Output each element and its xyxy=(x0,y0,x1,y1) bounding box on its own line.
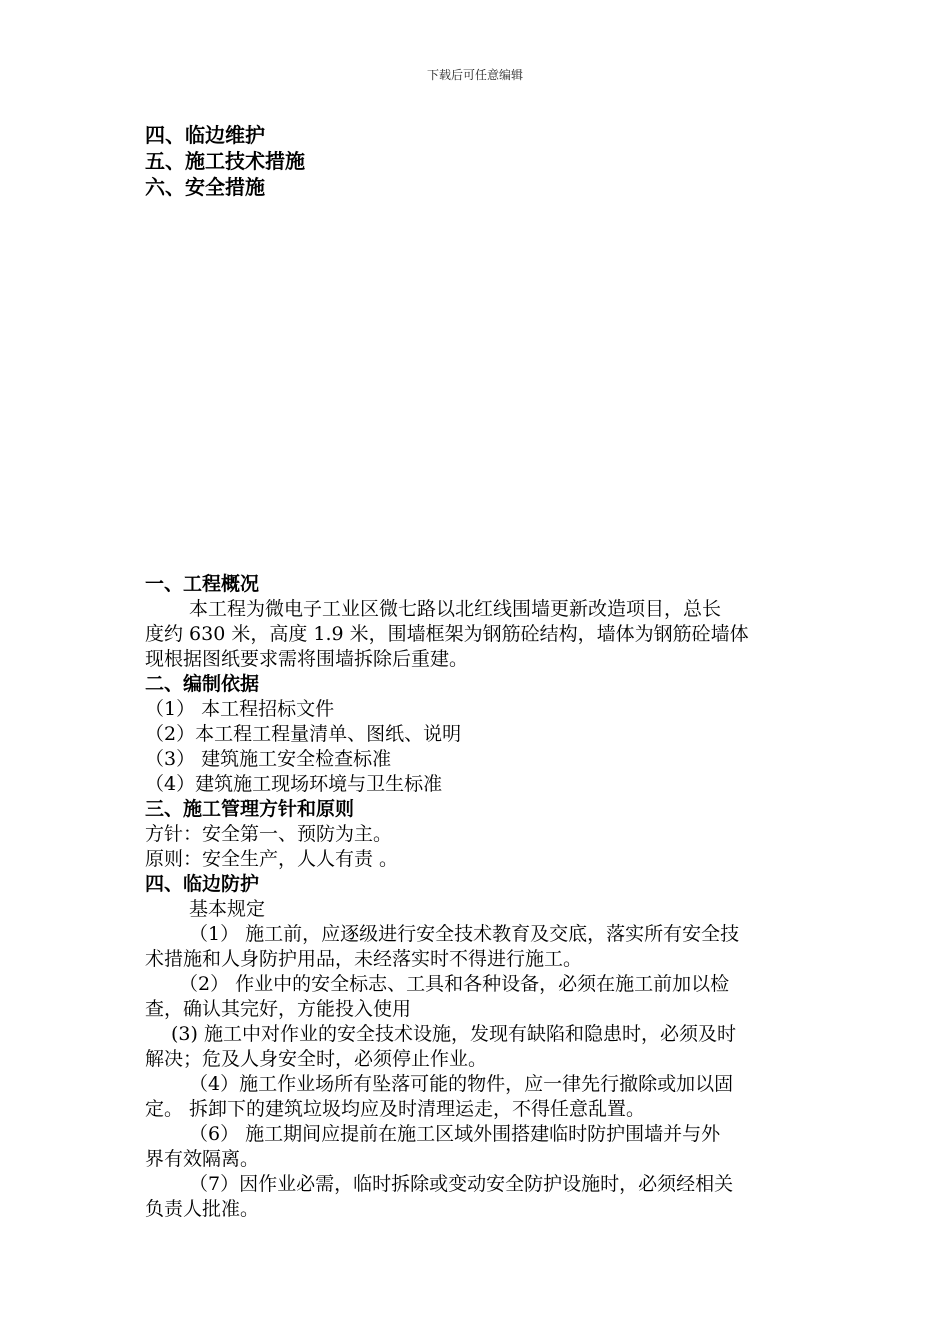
paragraph-line: 方针：安全第一、预防为主。 xyxy=(145,823,393,845)
toc-item: 四、临边维护 xyxy=(145,123,265,147)
section-title: 一、工程概况 xyxy=(145,573,260,595)
paragraph-line: 原则：安全生产，人人有责 。 xyxy=(145,848,399,870)
paragraph-line: 现根据图纸要求需将围墙拆除后重建。 xyxy=(145,648,469,670)
paragraph-line: 度约 630 米，高度 1.9 米，围墙框架为钢筋砼结构，墙体为钢筋砼墙体 xyxy=(145,623,749,645)
rule-line: 定。 拆卸下的建筑垃圾均应及时清理运走，不得任意乱置。 xyxy=(145,1098,646,1120)
toc-item: 六、安全措施 xyxy=(145,175,265,199)
rule-line: 查，确认其完好，方能投入使用 xyxy=(145,998,412,1020)
list-item: （4）建筑施工现场环境与卫生标准 xyxy=(145,773,443,795)
rule-line: （7）因作业必需，临时拆除或变动安全防护设施时，必须经相关 xyxy=(189,1173,734,1195)
rule-line: 解决；危及人身安全时，必须停止作业。 xyxy=(145,1048,488,1070)
rule-line: （6） 施工期间应提前在施工区域外围搭建临时防护围墙并与外 xyxy=(189,1123,721,1145)
rule-line: （1） 施工前，应逐级进行安全技术教育及交底，落实所有安全技 xyxy=(189,923,740,945)
subsection-title: 基本规定 xyxy=(189,898,266,920)
list-item: （3） 建筑施工安全检查标准 xyxy=(145,748,392,770)
toc-list xyxy=(145,122,845,200)
rule-line: （2） 作业中的安全标志、工具和各种设备，必须在施工前加以检 xyxy=(179,973,730,995)
document-body xyxy=(145,572,835,1222)
section-title: 三、施工管理方针和原则 xyxy=(145,798,355,820)
section-title: 四、临边防护 xyxy=(145,873,260,895)
rule-line: (3) 施工中对作业的安全技术设施，发现有缺陷和隐患时，必须及时 xyxy=(171,1023,736,1045)
list-item: （1） 本工程招标文件 xyxy=(145,698,335,720)
page-header: 下载后可任意编辑 xyxy=(426,68,523,82)
rule-line: 术措施和人身防护用品，未经落实时不得进行施工。 xyxy=(145,948,583,970)
list-item: （2）本工程工程量清单、图纸、说明 xyxy=(145,723,462,745)
paragraph-line: 本工程为微电子工业区微七路以北红线围墙更新改造项目，总长 xyxy=(189,598,722,620)
toc-item: 五、施工技术措施 xyxy=(145,149,305,173)
rule-line: （4）施工作业场所有坠落可能的物件，应一律先行撤除或加以固 xyxy=(189,1073,734,1095)
rule-line: 界有效隔离。 xyxy=(145,1148,260,1170)
rule-line: 负责人批准。 xyxy=(145,1198,260,1220)
section-title: 二、编制依据 xyxy=(145,673,260,695)
